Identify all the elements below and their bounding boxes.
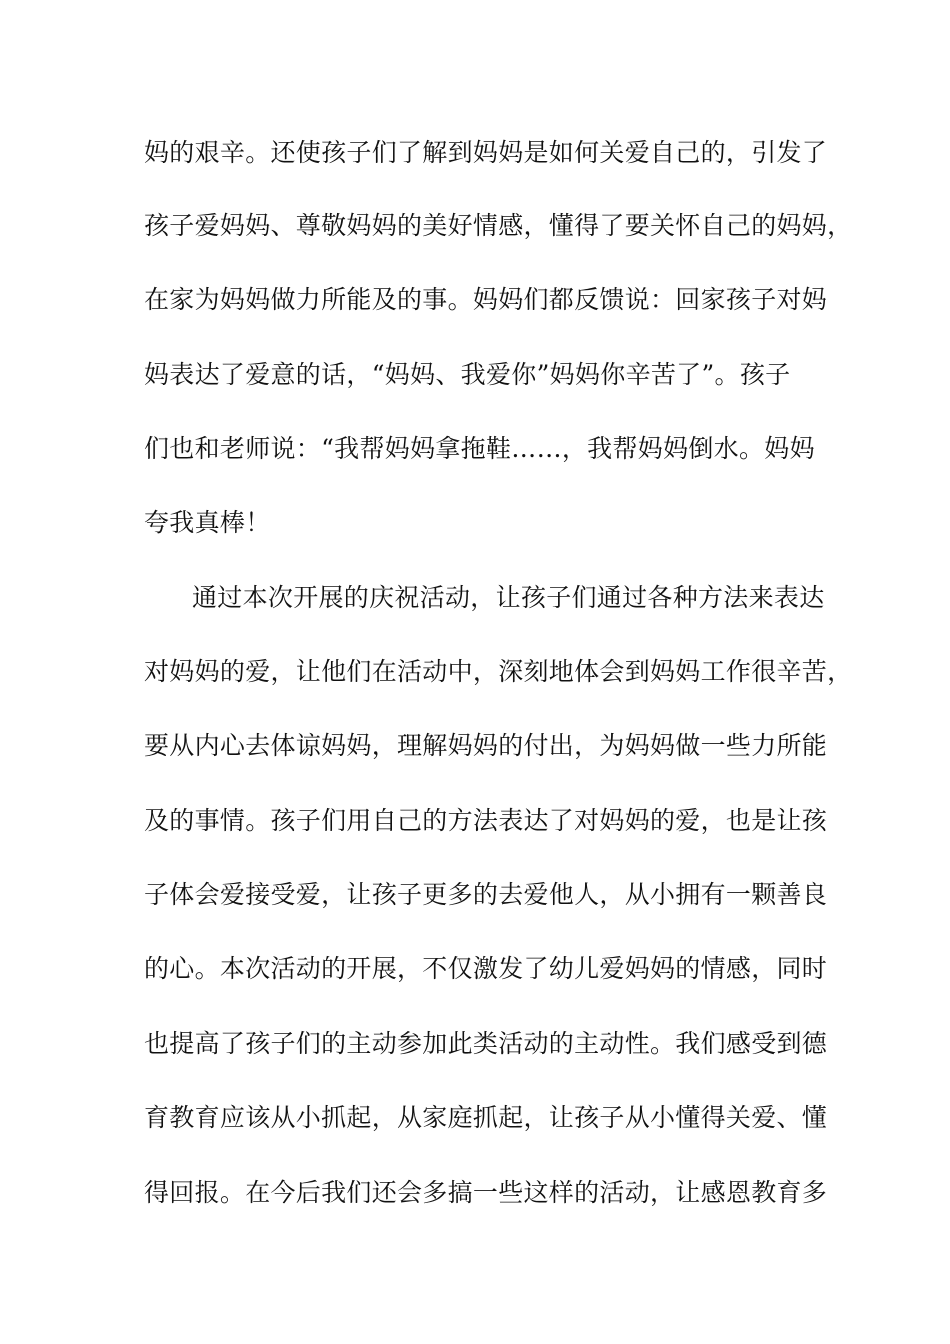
text-line: 孩子爱妈妈、尊敬妈妈的美好情感，懂得了要关怀自己的妈妈， — [144, 211, 853, 240]
text-line: 们也和老师说：“我帮妈妈拿拖鞋……，我帮妈妈倒水。妈妈 — [144, 434, 815, 463]
text-line: 也提高了孩子们的主动参加此类活动的主动性。我们感受到德 — [144, 1029, 828, 1058]
text-line: 育教育应该从小抓起，从家庭抓起，让孩子从小懂得关爱、懂 — [144, 1103, 828, 1132]
text-line: 在家为妈妈做力所能及的事。妈妈们都反馈说：回家孩子对妈 — [144, 285, 828, 314]
text-line: 夸我真棒！ — [144, 508, 271, 537]
text-line: 的心。本次活动的开展，不仅激发了幼儿爱妈妈的情感，同时 — [144, 954, 828, 983]
text-line: 妈表达了爱意的话，“妈妈、我爱你”妈妈你辛苦了”。孩子 — [144, 360, 791, 389]
text-line: 妈的艰辛。还使孩子们了解到妈妈是如何关爱自己的，引发了 — [144, 138, 828, 167]
text-line: 对妈妈的爱，让他们在活动中，深刻地体会到妈妈工作很辛苦， — [144, 657, 853, 686]
text-line: 子体会爱接受爱，让孩子更多的去爱他人，从小拥有一颗善良 — [144, 880, 828, 909]
text-line: 得回报。在今后我们还会多搞一些这样的活动，让感恩教育多 — [144, 1178, 828, 1207]
text-line: 要从内心去体谅妈妈，理解妈妈的付出，为妈妈做一些力所能 — [144, 731, 828, 760]
text-line: 通过本次开展的庆祝活动，让孩子们通过各种方法来表达 — [192, 583, 825, 612]
text-line: 及的事情。孩子们用自己的方法表达了对妈妈的爱，也是让孩 — [144, 806, 828, 835]
